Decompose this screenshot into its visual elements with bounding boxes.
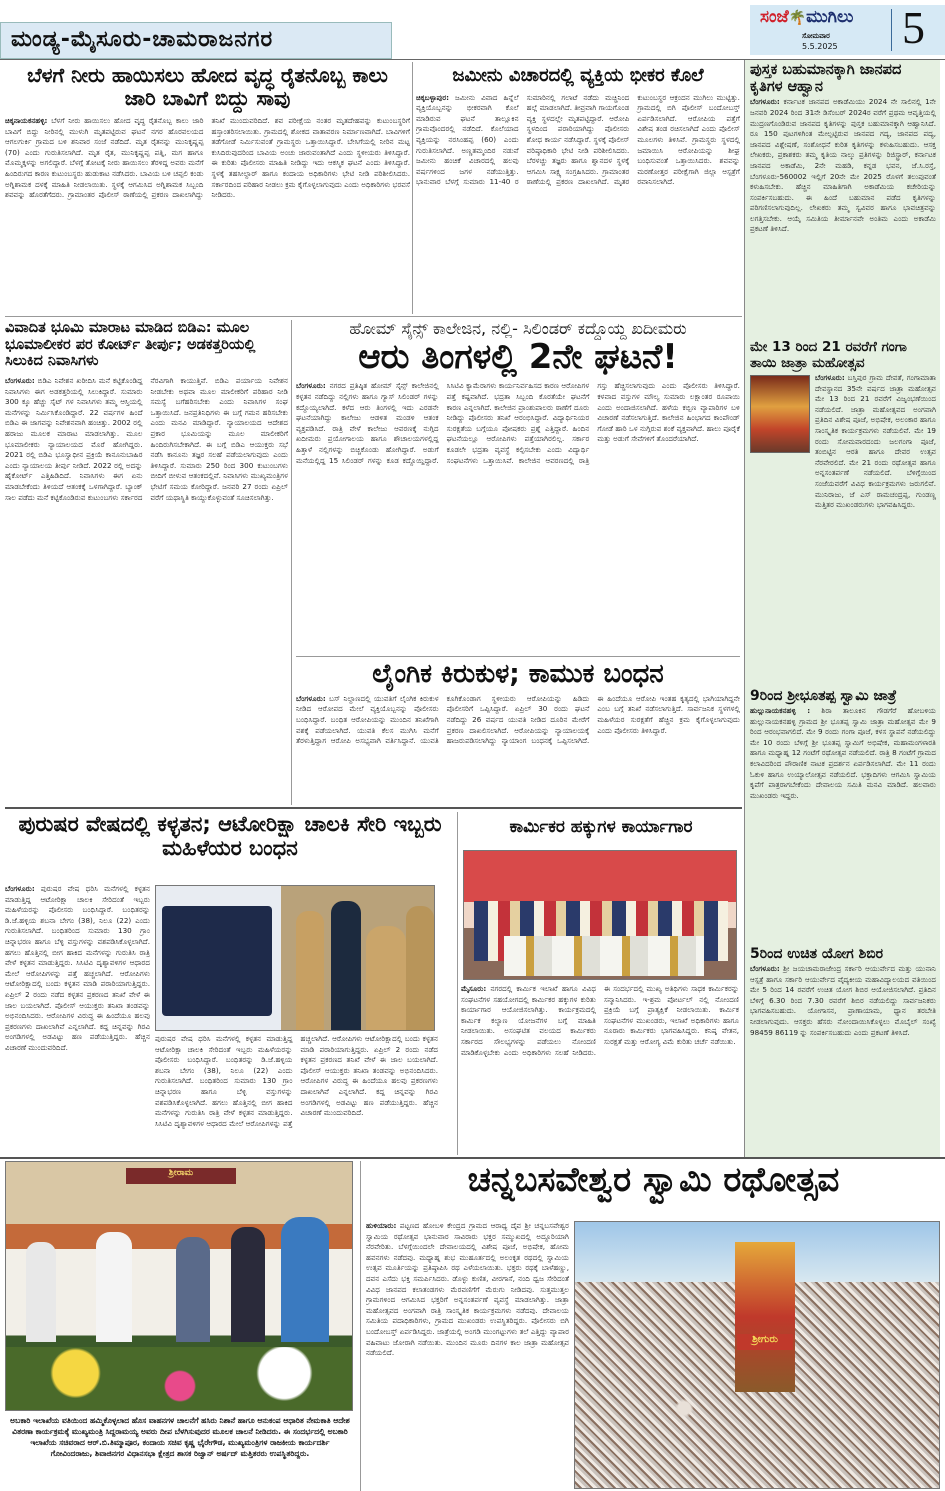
chariot-crowd-photo: [574, 1221, 940, 1489]
sidebar-story-book-award: [750, 62, 936, 332]
temple-banner-text: ಶ್ರೀರಾಮ: [126, 1168, 236, 1184]
section-banner: [0, 22, 392, 59]
headline: ವಿವಾದಿತ ಭೂಮಿ ಮಾರಾಟ ಮಾಡಿದ ಬಿಡಿಎ: ಮೂಲ ಭೂಮಾಲೀಕರ ಪರ ಕೋರ್ಟ್ ತೀರ್ಪು; ಅಡಕತ್ತರಿಯಲ್ಲಿ ಸಿಲುಕಿದ ನಿವಾಸಿಗಳು: [5, 320, 256, 370]
story-farmer-well: [5, 62, 410, 298]
story-body: ಬಸ್ತಿಪುರ ಗ್ರಾಮ ದೇವತೆ, ಗಂಗಾಮಾತಾ ದೇವಸ್ಥಾನದ 35ನೇ ವರ್ಷದ ಜಾತ್ರಾ ಮಹೋತ್ಸವ ಮೇ 13 ರಿಂದ 21 ರವರೆಗೆ ವಿಜೃಂಭಣೆಯಿಂದ ನಡೆಯಲಿದೆ. ಜಾತ್ರಾ ಮಹೋತ್ಸವದ ಅಂಗವಾಗಿ ಪ್ರತಿದಿನ ವಿಶೇಷ ಪೂಜೆ, ಅಭಿಷೇಕ, ಅಲಂಕಾರ ಹಾಗೂ ಸಾಂಸ್ಕೃತಿಕ ಕಾರ್ಯಕ್ರಮಗಳು ನಡೆಯಲಿವೆ. ಮೇ 19 ರಂದು ಸೋಮವಾರದಂದು ಜಲಗಂಗಾ ಪೂಜೆ, ತಂಬಿಟ್ಟಿನ ಆರತಿ ಹಾಗೂ ದೇವರ ಉತ್ಸವ ನೆರವೇರಲಿದೆ. ಮೇ 21 ರಂದು ರಥೋತ್ಸವ ಹಾಗೂ ಅನ್ನಸಂತರ್ಪಣೆ ನಡೆಯಲಿದೆ. ಬೆಳಿಗ್ಗೆಯಿಂದ ಸಂಜೆಯವರೆಗೆ ವಿವಿಧ ಕಾರ್ಯಕ್ರಮಗಳು ಜರುಗಲಿವೆ. ಮುನಿರಾಜು, ಜೆ ಎಸ್ ರಾಮಚಂದ್ರಪ್ಪ, ಗುಂಡಣ್ಣ ಮತ್ತಿತರ ಮುಖಂಡರುಗಳು ಭಾಗವಹಿಸಿದ್ದರು.: [815, 373, 936, 510]
sidebar-story-bhootappa-jatre: [750, 688, 936, 931]
story-home-science-theft: [296, 320, 740, 639]
chariot: [735, 1242, 795, 1392]
dateline: ಬೆಂಗಳೂರು:: [5, 376, 35, 386]
workshop-group-photo: [463, 850, 737, 980]
sidebar-story-yoga-camp: [750, 946, 936, 1154]
headline: ಪುಸ್ತಕ ಬಹುಮಾನಕ್ಕಾಗಿ ಜಾನಪದ ಕೃತಿಗಳ ಆಹ್ವಾನ: [750, 62, 902, 95]
headline: ಜಮೀನು ವಿಚಾರದಲ್ಲಿ ವ್ಯಕ್ತಿಯ ಭೀಕರ ಕೊಲೆ: [452, 65, 704, 86]
dateline: ಬೆಂಗಳೂರು:: [5, 884, 35, 893]
seized-jewellery-display: [162, 906, 272, 1016]
page-header: [0, 0, 945, 60]
masthead-name-part2: ಮುಗಿಲು: [806, 7, 854, 27]
cm-event-photo-block: [5, 1161, 355, 1491]
dateline: ಚಿಕ್ಕನಾಯಕನಹಳ್ಳಿ:: [5, 116, 48, 125]
story-body: ಶಿರಾ ತಾಲೂಕಿನ ಗೌಡಗೆರೆ ಹೋಬಳಿಯ ಹುಲ್ಲುನಾಯಕನಹಳ್ಳಿ ಗ್ರಾಮದ ಶ್ರೀ ಭೂತಪ್ಪ ಸ್ವಾಮಿ ಜಾತ್ರಾ ಮಹೋತ್ಸವ ಮೇ 9 ರಿಂದ ಆರಂಭವಾಗಲಿದೆ. ಮೇ 9 ರಂದು ಗಂಗಾ ಪೂಜೆ, ಕಳಸ ಸ್ಥಾಪನೆ ನಡೆಯಲಿದ್ದು ಮೇ 10 ರಂದು ಬೆಳಿಗ್ಗೆ ಶ್ರೀ ಭೂತಪ್ಪ ಸ್ವಾಮಿಗೆ ಅಭಿಷೇಕ, ಮಹಾಮಂಗಳಾರತಿ ಹಾಗೂ ಮಧ್ಯಾಹ್ನ 12 ಗಂಟೆಗೆ ರಥೋತ್ಸವ ನಡೆಯಲಿದೆ. ರಾತ್ರಿ 8 ಗಂಟೆಗೆ ಗ್ರಾಮದ ಕಲಾವಿದರಿಂದ ಪೌರಾಣಿಕ ನಾಟಕ ಪ್ರದರ್ಶನ ಏರ್ಪಡಿಸಲಾಗಿದೆ. ಮೇ 11 ರಂದು ಓಕುಳಿ ಹಾಗೂ ಉಯ್ಯಾಲೋತ್ಸವ ನಡೆಯಲಿದೆ. ಭಕ್ತಾದಿಗಳು ಆಗಮಿಸಿ ಸ್ವಾಮಿಯ ಕೃಪೆಗೆ ಪಾತ್ರರಾಗಬೇಕೆಂದು ದೇವಾಲಯ ಸಮಿತಿ ಮನವಿ ಮಾಡಿದೆ. ಹಲವಾರು ಮುಖಂಡರು ಇದ್ದರು.: [750, 706, 936, 800]
dateline: ಹುಲ್ಲುನಾಯಕನಹಳ್ಳಿ :: [750, 706, 811, 716]
story-bda-land: [5, 320, 288, 796]
headline: 5ರಿಂದ ಉಚಿತ ಯೋಗ ಶಿಬಿರ: [750, 946, 884, 962]
story-body: ಪಟ್ಟಣದ ಹೋಬಳಿ ಕೇಂದ್ರದ ಗ್ರಾಮದ ಆರಾಧ್ಯ ದೈವ ಶ್ರೀ ಚನ್ನಬಸವೇಶ್ವರ ಸ್ವಾಮಿಯ ರಥೋತ್ಸವ ಭಾನುವಾರ ಸಾವಿರಾರು ಭಕ್ತರ ಸಮ್ಮುಖದಲ್ಲಿ ಅದ್ದೂರಿಯಾಗಿ ನೆರವೇರಿತು. ಬೆಳಗ್ಗೆಯಿಂದಲೇ ದೇವಾಲಯದಲ್ಲಿ ವಿಶೇಷ ಪೂಜೆ, ಅಭಿಷೇಕ, ಹೋಮ ಹವನಗಳು ನಡೆದವು. ಮಧ್ಯಾಹ್ನ ಶುಭ ಮುಹೂರ್ತದಲ್ಲಿ ಅಲಂಕೃತ ರಥದಲ್ಲಿ ಸ್ವಾಮಿಯ ಉತ್ಸವ ಮೂರ್ತಿಯನ್ನು ಪ್ರತಿಷ್ಠಾಪಿಸಿ ರಥ ಎಳೆಯಲಾಯಿತು. ಭಕ್ತರು ರಥಕ್ಕೆ ಬಾಳೆಹಣ್ಣು, ದವನ ಎಸೆದು ಭಕ್ತಿ ಸಮರ್ಪಿಸಿದರು. ಡೊಳ್ಳು ಕುಣಿತ, ವೀರಗಾಸೆ, ನಂದಿ ಧ್ವಜ ಸೇರಿದಂತೆ ವಿವಿಧ ಜಾನಪದ ಕಲಾತಂಡಗಳು ಮೆರವಣಿಗೆಗೆ ಮೆರುಗು ನೀಡಿದವು. ಸುತ್ತಮುತ್ತಲ ಗ್ರಾಮಗಳಿಂದ ಆಗಮಿಸಿದ ಭಕ್ತರಿಗೆ ಅನ್ನಸಂತರ್ಪಣೆ ವ್ಯವಸ್ಥೆ ಮಾಡಲಾಗಿತ್ತು. ಜಾತ್ರಾ ಮಹೋತ್ಸವದ ಅಂಗವಾಗಿ ರಾತ್ರಿ ಸಾಂಸ್ಕೃತಿಕ ಕಾರ್ಯಕ್ರಮಗಳು ನಡೆದವು. ದೇವಾಲಯ ಸಮಿತಿಯ ಪದಾಧಿಕಾರಿಗಳು, ಗ್ರಾಮದ ಮುಖಂಡರು ಉಪಸ್ಥಿತರಿದ್ದರು. ಪೊಲೀಸರು ಬಿಗಿ ಬಂದೋಬಸ್ತ್ ಏರ್ಪಡಿಸಿದ್ದರು. ಜಾತ್ರೆಯಲ್ಲಿ ಅಂಗಡಿ ಮುಂಗಟ್ಟುಗಳು ತಲೆ ಎತ್ತಿದ್ದು ವ್ಯಾಪಾರ ವಹಿವಾಟು ಜೋರಾಗಿ ನಡೆಯಿತು. ಮುಂದಿನ ಮೂರು ದಿನಗಳ ಕಾಲ ಜಾತ್ರಾ ಮಹೋತ್ಸವ ನಡೆಯಲಿದೆ.: [366, 1221, 569, 1358]
headline: ಪುರುಷರ ವೇಷದಲ್ಲಿ ಕಳ್ಳತನ; ಆಟೋರಿಕ್ಷಾ ಚಾಲಕಿ ಸೇರಿ ಇಬ್ಬರು ಮಹಿಳೆಯರ ಬಂಧನ: [18, 812, 442, 861]
goddess-photo: [750, 375, 810, 453]
dateline: ಬೆಂಗಳೂರು:: [750, 97, 780, 107]
palm-logo-icon: 🌴: [788, 10, 807, 26]
sidebar: [744, 60, 940, 1157]
story-body: ಬಿಡಿಎ ನಿವೇಶನ ಖರೀದಿಸಿ ಮನೆ ಕಟ್ಟಿಕೊಂಡಿದ್ದ ನಿವಾಸಿಗಳು ಈಗ ಅಡಕತ್ತರಿಯಲ್ಲಿ ಸಿಲುಕಿದ್ದಾರೆ. ಸುಮಾರು 300 ಕ್ಕೂ ಹೆಚ್ಚು ಸೈಟ್ ಗಳ ನಿವಾಸಿಗಳು ತಮ್ಮ ಆಸ್ತಿಯಲ್ಲಿ ಮನೆಗಳನ್ನು ನಿರ್ಮಿಸಿಕೊಂಡಿದ್ದಾರೆ. 22 ವರ್ಷಗಳ ಹಿಂದೆ ಬಿಡಿಎ ಈ ಜಾಗವನ್ನು ನಿವೇಶನವಾಗಿ ಹಂಚಿತ್ತು. 2002 ರಲ್ಲಿ ಹರಾಜು ಮೂಲಕ ಮಾರಾಟ ಮಾಡಲಾಗಿತ್ತು. ಮೂಲ ಭೂಮಾಲೀಕರು ನ್ಯಾಯಾಲಯದ ಮೊರೆ ಹೋಗಿದ್ದರು. 2021 ರಲ್ಲಿ ಬಿಡಿಎ ಭೂಸ್ವಾಧೀನ ಪ್ರಕ್ರಿಯೆ ಕಾನೂನುಬಾಹಿರ ಎಂದು ನ್ಯಾಯಾಲಯ ತೀರ್ಪು ನೀಡಿದೆ. 2022 ರಲ್ಲಿ ಅದನ್ನು ಹೈಕೋರ್ಟ್ ಎತ್ತಿಹಿಡಿದಿದೆ. ನಿವಾಸಿಗಳು ಈಗ ಏನು ಮಾಡಬೇಕೆಂದು ತಿಳಿಯದೆ ಆತಂಕಕ್ಕೆ ಒಳಗಾಗಿದ್ದಾರೆ. ಬ್ಯಾಂಕ್ ಸಾಲ ಪಡೆದು ಮನೆ ಕಟ್ಟಿಕೊಂಡಿರುವ ಕುಟುಂಬಗಳು ಸರ್ಕಾರದ ನೆರವಿಗಾಗಿ ಕಾಯುತ್ತಿವೆ. ಬಿಡಿಎ ಪರ್ಯಾಯ ನಿವೇಶನ ನೀಡಬೇಕು ಅಥವಾ ಮೂಲ ಮಾಲೀಕರಿಗೆ ಪರಿಹಾರ ನೀಡಿ ಸಮಸ್ಯೆ ಬಗೆಹರಿಸಬೇಕು ಎಂದು ನಿವಾಸಿಗಳ ಸಂಘ ಒತ್ತಾಯಿಸಿದೆ. ಜನಪ್ರತಿನಿಧಿಗಳು ಈ ಬಗ್ಗೆ ಗಮನ ಹರಿಸಬೇಕು ಎಂದು ಮನವಿ ಮಾಡಿದ್ದಾರೆ. ನ್ಯಾಯಾಲಯದ ಆದೇಶದ ಪ್ರಕಾರ ಭೂಮಿಯನ್ನು ಮೂಲ ಮಾಲೀಕರಿಗೆ ಹಿಂದಿರುಗಿಸಬೇಕಾಗಿದೆ. ಈ ಬಗ್ಗೆ ಬಿಡಿಎ ಆಯುಕ್ತರು ಸಭೆ ನಡೆಸಿ ಕಾನೂನು ತಜ್ಞರ ಸಲಹೆ ಪಡೆಯಲಾಗುವುದು ಎಂದು ತಿಳಿಸಿದ್ದಾರೆ. ಸುಮಾರು 250 ರಿಂದ 300 ಕುಟುಂಬಗಳು ಬೀದಿಗೆ ಬೀಳುವ ಆತಂಕದಲ್ಲಿವೆ. ನಿವಾಸಿಗಳು ಮುಖ್ಯಮಂತ್ರಿಗಳ ಭೇಟಿಗೆ ಸಮಯ ಕೋರಿದ್ದಾರೆ. ಜನವರಿ 27 ರಂದು ಏಪ್ರಿಲ್ ವರೆಗೆ ಯಥಾಸ್ಥಿತಿ ಕಾಯ್ದುಕೊಳ್ಳುವಂತೆ ಸೂಚಿಸಲಾಗಿತ್ತು.: [5, 376, 288, 502]
dateline: ಬೆಂಗಳೂರು:: [296, 381, 326, 391]
headline: ಬೆಳಗೆ ನೀರು ಹಾಯಿಸಲು ಹೋದ ವೃದ್ಧ ರೈತನೊಬ್ಬ ಕಾಲು ಜಾರಿ ಬಾವಿಗೆ ಬಿದ್ದು ಸಾವು: [27, 63, 388, 110]
chariot-sign-text: ಶ್ರೀಗುರು: [737, 1334, 793, 1350]
flower-decoration: [6, 1347, 353, 1411]
story-body: ಕರ್ನಾಟಕ ಜಾನಪದ ಅಕಾಡೆಮಿಯು 2024 ನೇ ಸಾಲಿನಲ್ಲಿ 1ನೇ ಜನವರಿ 2024 ರಿಂದ 31ನೇ ಡಿಸೆಂಬರ್ 2024ರ ವರೆಗೆ ಪ್ರಥಮ ಆವೃತ್ತಿಯಲ್ಲಿ ಮುದ್ರಣಗೊಂಡಿರುವ ಜಾನಪದ ಕೃತಿಗಳನ್ನು ಪುಸ್ತಕ ಬಹುಮಾನಕ್ಕಾಗಿ ಆಹ್ವಾನಿಸಿದೆ. ರೂ 150 ಪುಟಗಳಿಗಿಂತ ಮೇಲ್ಪಟ್ಟಿರುವ ಜಾನಪದ ಗದ್ಯ, ಜಾನಪದ ಪದ್ಯ, ಜಾನಪದ ವಿಶ್ಲೇಷಣೆ, ಸಂಶೋಧನೆ ಕುರಿತ ಕೃತಿಗಳನ್ನು ಕಳುಹಿಸಬಹುದು. ಆಸಕ್ತ ಲೇಖಕರು, ಪ್ರಕಾಶಕರು ತಮ್ಮ ಕೃತಿಯ ನಾಲ್ಕು ಪ್ರತಿಗಳನ್ನು ರಿಜಿಸ್ಟ್ರಾರ್, ಕರ್ನಾಟಕ ಜಾನಪದ ಅಕಾಡೆಮಿ, 2ನೇ ಮಹಡಿ, ಕನ್ನಡ ಭವನ, ಜೆ.ಸಿ.ರಸ್ತೆ, ಬೆಂಗಳೂರು-560002 ಇಲ್ಲಿಗೆ 20ನೇ ಮೇ 2025 ರೊಳಗೆ ತಲುಪುವಂತೆ ಕಳುಹಿಸಬೇಕು. ಹೆಚ್ಚಿನ ಮಾಹಿತಿಗಾಗಿ ಅಕಾಡೆಮಿಯ ಕಚೇರಿಯನ್ನು ಸಂಪರ್ಕಿಸಬಹುದು. ಈ ಹಿಂದೆ ಬಹುಮಾನ ಪಡೆದ ಕೃತಿಗಳನ್ನು ಪರಿಗಣಿಸಲಾಗುವುದಿಲ್ಲ. ಲೇಖಕರು ತಮ್ಮ ಸ್ವವಿವರ ಹಾಗೂ ಭಾವಚಿತ್ರವನ್ನು ಲಗತ್ತಿಸಬೇಕು. ಆಯ್ಕೆ ಸಮಿತಿಯ ತೀರ್ಮಾನವೇ ಅಂತಿಮ ಎಂದು ಅಕಾಡೆಮಿ ಪ್ರಕಟಣೆ ತಿಳಿಸಿದೆ.: [750, 97, 936, 234]
story-disguised-theft: [5, 812, 455, 1155]
story-body: ನಗರದಲ್ಲಿ ಕಾರ್ಮಿಕ ಇಲಾಖೆ ಹಾಗೂ ವಿವಿಧ ಸಂಘಟನೆಗಳ ಸಹಯೋಗದಲ್ಲಿ ಕಾರ್ಮಿಕರ ಹಕ್ಕುಗಳ ಕುರಿತು ಕಾರ್ಯಾಗಾರ ಆಯೋಜಿಸಲಾಗಿತ್ತು. ಕಾರ್ಯಕ್ರಮದಲ್ಲಿ ಕಾರ್ಮಿಕ ಕಲ್ಯಾಣ ಯೋಜನೆಗಳ ಬಗ್ಗೆ ಮಾಹಿತಿ ನೀಡಲಾಯಿತು. ಅಸಂಘಟಿತ ವಲಯದ ಕಾರ್ಮಿಕರು ಸರ್ಕಾರದ ಸೌಲಭ್ಯಗಳನ್ನು ಪಡೆಯಲು ನೋಂದಣಿ ಮಾಡಿಕೊಳ್ಳಬೇಕು ಎಂದು ಅಧಿಕಾರಿಗಳು ಸಲಹೆ ನೀಡಿದರು. ಈ ಸಂದರ್ಭದಲ್ಲಿ ಮುಖ್ಯ ಅತಿಥಿಗಳು ಸಾಧಕ ಕಾರ್ಮಿಕರನ್ನು ಸನ್ಮಾನಿಸಿದರು. ಇ-ಶ್ರಮ ಪೋರ್ಟಲ್ ನಲ್ಲಿ ನೋಂದಣಿ ಪ್ರಕ್ರಿಯೆ ಬಗ್ಗೆ ಪ್ರಾತ್ಯಕ್ಷಿಕೆ ನೀಡಲಾಯಿತು. ಕಾರ್ಮಿಕ ಸಂಘಟನೆಗಳ ಮುಖಂಡರು, ಇಲಾಖೆ ಅಧಿಕಾರಿಗಳು ಹಾಗೂ ನೂರಾರು ಕಾರ್ಮಿಕರು ಭಾಗವಹಿಸಿದ್ದರು. ಕನಿಷ್ಠ ವೇತನ, ಸುರಕ್ಷತೆ ಮತ್ತು ಆರೋಗ್ಯ ವಿಮೆ ಕುರಿತು ಚರ್ಚೆ ನಡೆಯಿತು.: [461, 984, 739, 1057]
dateline: ಹುಳಿಯಾರು:: [366, 1221, 397, 1230]
masthead-day: ಸೋಮವಾರ: [802, 32, 830, 40]
cm-lamp-lighting-photo: [5, 1161, 353, 1411]
story-harassment-arrest: [296, 660, 740, 799]
page-number: 5: [902, 2, 925, 53]
headline: ಮೇ 13 ರಿಂದ 21 ರವರೆಗೆ ಗಂಗಾ ತಾಯಿ ಜಾತ್ರಾ ಮಹೋತ್ಸವ: [750, 339, 907, 371]
police-press-photo: [155, 885, 435, 1031]
headline: ಕಾರ್ಮಿಕರ ಹಕ್ಕುಗಳ ಕಾರ್ಯಾಗಾರ: [509, 817, 693, 837]
section-title: ಮಂಡ್ಯ-ಮೈಸೂರು-ಚಾಮರಾಜನಗರ: [11, 27, 274, 52]
story-labour-workshop: [461, 812, 741, 1155]
story-body: ಶ್ರೀ ಜಯಚಾಮರಾಜೇಂದ್ರ ಸರ್ಕಾರಿ ಆಯುರ್ವೇದ ಮತ್ತು ಯುನಾನಿ ಆಸ್ಪತ್ರೆ ಹಾಗೂ ಸರ್ಕಾರಿ ಆಯುರ್ವೇದ ವೈದ್ಯಕೀಯ ಮಹಾವಿದ್ಯಾಲಯದ ವತಿಯಿಂದ ಮೇ 5 ರಿಂದ 14 ರವರೆಗೆ ಉಚಿತ ಯೋಗ ಶಿಬಿರ ಆಯೋಜಿಸಲಾಗಿದೆ. ಪ್ರತಿದಿನ ಬೆಳಿಗ್ಗೆ 6.30 ರಿಂದ 7.30 ರವರೆಗೆ ಶಿಬಿರ ನಡೆಯಲಿದ್ದು ಸಾರ್ವಜನಿಕರು ಭಾಗವಹಿಸಬಹುದು. ಯೋಗಾಸನ, ಪ್ರಾಣಾಯಾಮ, ಧ್ಯಾನ ತರಬೇತಿ ನೀಡಲಾಗುವುದು. ಆಸಕ್ತರು ಹೆಸರು ನೋಂದಾಯಿಸಿಕೊಳ್ಳಲು ಮೊಬೈಲ್ ಸಂಖ್ಯೆ 98459 86119 ನ್ನು ಸಂಪರ್ಕಿಸಬಹುದು ಎಂದು ಪ್ರಕಟಣೆ ತಿಳಿಸಿದೆ.: [750, 964, 936, 1037]
sidebar-story-ganga-jatre: [750, 340, 936, 663]
story-body: ಬೆಳಗೆ ನೀರು ಹಾಯಿಸಲು ಹೋದ ವೃದ್ಧ ರೈತನೊಬ್ಬ ಕಾಲು ಜಾರಿ ಬಾವಿಗೆ ಬಿದ್ದು ನೀರಿನಲ್ಲಿ ಮುಳುಗಿ ಮೃತಪಟ್ಟಿರುವ ಘಟನೆ ನಗರ ಹೊರವಲಯದ ಆಗಲಗುರ್ಕಿ ಗ್ರಾಮದ ಬಳಿ ಶನಿವಾರ ಸಂಜೆ ನಡೆದಿದೆ. ಮೃತ ರೈತನನ್ನು ಮುನಿಕೃಷ್ಣಪ್ಪ (70) ಎಂದು ಗುರುತಿಸಲಾಗಿದೆ. ಮೃತ ರೈತ, ಮುನಿಕೃಷ್ಣಪ್ಪ ಪತ್ನಿ, ಮಗ ಹಾಗೂ ಮೊಮ್ಮಕ್ಕಳನ್ನು ಅಗಲಿದ್ದಾರೆ. ಬೆಳಗ್ಗೆ ತೋಟಕ್ಕೆ ನೀರು ಹಾಯಿಸಲು ತೆರಳಿದ್ದ ಅವರು ಮನೆಗೆ ಹಿಂದಿರುಗದ ಕಾರಣ ಕುಟುಂಬಸ್ಥರು ಹುಡುಕಾಟ ನಡೆಸಿದರು. ಬಾವಿಯ ಬಳಿ ಚಪ್ಪಲಿ ಕಂಡು ಅಗ್ನಿಶಾಮಕ ದಳಕ್ಕೆ ಮಾಹಿತಿ ನೀಡಲಾಯಿತು. ಸ್ಥಳಕ್ಕೆ ಆಗಮಿಸಿದ ಅಗ್ನಿಶಾಮಕ ಸಿಬ್ಬಂದಿ ಶವವನ್ನು ಹೊರತೆಗೆದರು. ಗ್ರಾಮಾಂತರ ಪೊಲೀಸ್ ಠಾಣೆಯಲ್ಲಿ ಪ್ರಕರಣ ದಾಖಲಾಗಿದ್ದು ತನಿಖೆ ಮುಂದುವರಿದಿದೆ. ಶವ ಪರೀಕ್ಷೆಯ ನಂತರ ಮೃತದೇಹವನ್ನು ಕುಟುಂಬಸ್ಥರಿಗೆ ಹಸ್ತಾಂತರಿಸಲಾಯಿತು. ಗ್ರಾಮದಲ್ಲಿ ಶೋಕದ ವಾತಾವರಣ ನಿರ್ಮಾಣವಾಗಿದೆ. ಬಾವಿಗಳಿಗೆ ತಡೆಗೋಡೆ ನಿರ್ಮಿಸುವಂತೆ ಗ್ರಾಮಸ್ಥರು ಒತ್ತಾಯಿಸಿದ್ದಾರೆ. ಬೇಸಿಗೆಯಲ್ಲಿ ನೀರಿನ ಮಟ್ಟ ಕುಸಿದಿರುವುದರಿಂದ ಬಾವಿಯ ಅಂಚು ಜಾರುವಂತಾಗಿದೆ ಎಂದು ಸ್ಥಳೀಯರು ತಿಳಿಸಿದ್ದಾರೆ. ಈ ಕುರಿತು ಪೊಲೀಸರು ಮಾಹಿತಿ ನೀಡಿದ್ದು ಇದು ಆಕಸ್ಮಿಕ ಘಟನೆ ಎಂದು ತಿಳಿಸಿದ್ದಾರೆ. ಸ್ಥಳಕ್ಕೆ ತಹಸೀಲ್ದಾರ್ ಹಾಗೂ ಕಂದಾಯ ಅಧಿಕಾರಿಗಳು ಭೇಟಿ ನೀಡಿ ಪರಿಶೀಲಿಸಿದರು. ಸರ್ಕಾರದಿಂದ ಪರಿಹಾರ ನೀಡಲು ಕ್ರಮ ಕೈಗೊಳ್ಳಲಾಗುವುದು ಎಂದು ಅಧಿಕಾರಿಗಳು ಭರವಸೆ ನೀಡಿದರು.: [5, 116, 410, 200]
kicker: ಹೋಮ್ ಸೈನ್ಸ್ ಕಾಲೇಜಿನ, ನಲ್ಲಿ- ಸಿಲಿಂಡರ್ ಕದ್ದೊಯ್ದ ಖದೀಮರು: [349, 319, 687, 338]
headline: ಲೈಂಗಿಕ ಕಿರುಕುಳ; ಕಾಮುಕ ಬಂಧನ: [372, 659, 664, 689]
story-body: ನಗರದ ಪ್ರತಿಷ್ಠಿತ ಹೋಮ್ ಸೈನ್ಸ್ ಕಾಲೇಜಿನಲ್ಲಿ ಕಳ್ಳತನ ನಡೆದಿದ್ದು ನಲ್ಲಿಗಳು ಹಾಗೂ ಗ್ಯಾಸ್ ಸಿಲಿಂಡರ್ ಗಳನ್ನು ಕದ್ದೊಯ್ಯಲಾಗಿದೆ. ಕಳೆದ ಆರು ತಿಂಗಳಲ್ಲಿ ಇದು ಎರಡನೇ ಘಟನೆಯಾಗಿದ್ದು ಕಾಲೇಜು ಆಡಳಿತ ಮಂಡಳಿ ಆತಂಕ ವ್ಯಕ್ತಪಡಿಸಿದೆ. ರಾತ್ರಿ ವೇಳೆ ಕಾಲೇಜು ಆವರಣಕ್ಕೆ ನುಗ್ಗಿದ ಖದೀಮರು ಪ್ರಯೋಗಾಲಯ ಹಾಗೂ ಶೌಚಾಲಯಗಳಲ್ಲಿದ್ದ ಹಿತ್ತಾಳೆ ನಲ್ಲಿಗಳನ್ನು ಬಿಚ್ಚಿಕೊಂಡು ಹೋಗಿದ್ದಾರೆ. ಅಡುಗೆ ಮನೆಯಲ್ಲಿದ್ದ 15 ಸಿಲಿಂಡರ್ ಗಳನ್ನು ಕೂಡ ಕದ್ದೊಯ್ದಿದ್ದಾರೆ. ಸಿಸಿಟಿವಿ ಕ್ಯಾಮೆರಾಗಳು ಕಾರ್ಯನಿರ್ವಹಿಸದ ಕಾರಣ ಆರೋಪಿಗಳ ಪತ್ತೆ ಕಷ್ಟವಾಗಿದೆ. ಭದ್ರತಾ ಸಿಬ್ಬಂದಿ ಕೊರತೆಯೇ ಘಟನೆಗೆ ಕಾರಣ ಎನ್ನಲಾಗಿದೆ. ಕಾಲೇಜಿನ ಪ್ರಾಂಶುಪಾಲರು ಠಾಣೆಗೆ ದೂರು ನೀಡಿದ್ದು ಪೊಲೀಸರು ತನಿಖೆ ಆರಂಭಿಸಿದ್ದಾರೆ. ವಿದ್ಯಾರ್ಥಿನಿಯರ ಸುರಕ್ಷತೆಯ ಬಗ್ಗೆಯೂ ಪೋಷಕರು ಪ್ರಶ್ನೆ ಎತ್ತಿದ್ದಾರೆ. ಹಿಂದಿನ ಘಟನೆಯಲ್ಲೂ ಆರೋಪಿಗಳು ಪತ್ತೆಯಾಗಿರಲಿಲ್ಲ. ಸರ್ಕಾರ ಕೂಡಲೇ ಭದ್ರತಾ ವ್ಯವಸ್ಥೆ ಕಲ್ಪಿಸಬೇಕು ಎಂದು ವಿದ್ಯಾರ್ಥಿ ಸಂಘಟನೆಗಳು ಒತ್ತಾಯಿಸಿವೆ. ಕಾಲೇಜಿನ ಆವರಣದಲ್ಲಿ ರಾತ್ರಿ ಗಸ್ತು ಹೆಚ್ಚಿಸಲಾಗುವುದು ಎಂದು ಪೊಲೀಸರು ತಿಳಿಸಿದ್ದಾರೆ. ಕಳವಾದ ವಸ್ತುಗಳ ಮೌಲ್ಯ ಸುಮಾರು ಲಕ್ಷಾಂತರ ರೂಪಾಯಿ ಎಂದು ಅಂದಾಜಿಸಲಾಗಿದೆ. ಹಳೆಯ ಕಬ್ಬಿಣ ವ್ಯಾಪಾರಿಗಳ ಬಳಿ ವಿಚಾರಣೆ ನಡೆಸಲಾಗುತ್ತಿದೆ. ಕಾಲೇಜಿನ ಹಿಂಭಾಗದ ಕಾಂಪೌಂಡ್ ಗೋಡೆ ಹಾರಿ ಒಳ ನುಗ್ಗಿರುವ ಶಂಕೆ ವ್ಯಕ್ತವಾಗಿದೆ. ಹಾಲು ಪೂರೈಕೆ ಮತ್ತು ಅಡುಗೆ ಸೇವೆಗಳಿಗೆ ತೊಂದರೆಯಾಗಿದೆ.: [296, 381, 740, 465]
headline: ಚನ್ನಬಸವೇಶ್ವರ ಸ್ವಾಮಿ ರಥೋತ್ಸವ: [467, 1160, 840, 1200]
photo-caption: ಅಬಕಾರಿ ಇಲಾಖೆಯ ವತಿಯಿಂದ ಹಮ್ಮಿಕೊಳ್ಳಲಾದ ಹೊಸ ವಾಹನಗಳ ಚಾಲನೆಗೆ ಹಸಿರು ನಿಶಾನೆ ಹಾಗೂ ಆನುಕಂಪ ಆಧಾರಿತ ನೇಮಕಾತಿ ಆದೇಶ ವಿತರಣಾ ಕಾರ್ಯಕ್ರಮಕ್ಕೆ ಮುಖ್ಯಮಂತ್ರಿ ಸಿದ್ದರಾಮಯ್ಯ ಅವರು ದೀಪ ಬೆಳಗಿಸುವುದರ ಮೂಲಕ ಚಾಲನೆ ನೀಡಿದರು. ಈ ಸಂದರ್ಭದಲ್ಲಿ ಅಬಕಾರಿ ಇಲಾಖೆಯ ಸಚಿವರಾದ ಆರ್.ಬಿ.ತಿಮ್ಮಾಪೂರ, ಕಂದಾಯ ಸಚಿವ ಕೃಷ್ಣ ಭೈರೇಗೌಡ, ಮುಖ್ಯಮಂತ್ರಿಗಳ ರಾಜಕೀಯ ಕಾರ್ಯದರ್ಶಿ ಗೋವಿಂದರಾಜು, ಶಿವಾಜಿನಗರ ವಿಧಾನಸಭಾ ಕ್ಷೇತ್ರದ ಶಾಸಕ ರಿಜ್ವಾನ್ ಅರ್ಷದ್ ಮತ್ತಿತರರು ಉಪಸ್ಥಿತರಿದ್ದರು.: [10, 1416, 350, 1458]
story-land-murder: [416, 62, 740, 308]
headline: 9ರಿಂದ ಶ್ರೀಭೂತಪ್ಪ ಸ್ವಾಮಿ ಜಾತ್ರೆ: [750, 688, 897, 704]
masthead-date: 5.5.2025: [802, 42, 838, 51]
dateline: ಚಿಕ್ಕಬಳ್ಳಾಪುರ:: [416, 92, 450, 102]
story-chariot-festival: [366, 1161, 941, 1491]
headline: ಆರು ತಿಂಗಳಲ್ಲಿ 2ನೇ ಘಟನೆ!: [358, 337, 678, 378]
masthead-name-part1: ಸಂಜೆ: [760, 7, 789, 27]
story-body: ಬಸ್ ನಿಲ್ದಾಣದಲ್ಲಿ ಯುವತಿಗೆ ಲೈಂಗಿಕ ಕಿರುಕುಳ ನೀಡಿದ ಆರೋಪದ ಮೇಲೆ ವ್ಯಕ್ತಿಯೊಬ್ಬನನ್ನು ಪೊಲೀಸರು ಬಂಧಿಸಿದ್ದಾರೆ. ಬಂಧಿತ ಆರೋಪಿಯನ್ನು ಮುಂದಿನ ತನಿಖೆಗಾಗಿ ವಶಕ್ಕೆ ಪಡೆಯಲಾಗಿದೆ. ಯುವತಿ ಕೆಲಸ ಮುಗಿಸಿ ಮನೆಗೆ ತೆರಳುತ್ತಿದ್ದಾಗ ಆರೋಪಿ ಅಸಭ್ಯವಾಗಿ ವರ್ತಿಸಿದ್ದಾನೆ. ಯುವತಿ ಕೂಗಿಕೊಂಡಾಗ ಸ್ಥಳೀಯರು ಆರೋಪಿಯನ್ನು ಹಿಡಿದು ಪೊಲೀಸರಿಗೆ ಒಪ್ಪಿಸಿದ್ದಾರೆ. ಏಪ್ರಿಲ್ 30 ರಂದು ಘಟನೆ ನಡೆದಿದ್ದು 26 ವರ್ಷದ ಯುವತಿ ನೀಡಿದ ದೂರಿನ ಮೇರೆಗೆ ಪ್ರಕರಣ ದಾಖಲಿಸಲಾಗಿದೆ. ಆರೋಪಿಯನ್ನು ನ್ಯಾಯಾಲಯಕ್ಕೆ ಹಾಜರುಪಡಿಸಲಾಗಿದ್ದು ನ್ಯಾಯಾಂಗ ಬಂಧನಕ್ಕೆ ಒಪ್ಪಿಸಲಾಗಿದೆ. ಈ ಹಿಂದೆಯೂ ಆರೋಪಿ ಇಂತಹ ಕೃತ್ಯದಲ್ಲಿ ಭಾಗಿಯಾಗಿದ್ದನೇ ಎಂಬ ಬಗ್ಗೆ ತನಿಖೆ ನಡೆಸಲಾಗುತ್ತಿದೆ. ಸಾರ್ವಜನಿಕ ಸ್ಥಳಗಳಲ್ಲಿ ಮಹಿಳೆಯರ ಸುರಕ್ಷತೆಗೆ ಹೆಚ್ಚಿನ ಕ್ರಮ ಕೈಗೊಳ್ಳಲಾಗುವುದು ಎಂದು ಪೊಲೀಸರು ತಿಳಿಸಿದ್ದಾರೆ.: [296, 693, 740, 746]
dateline: ಬೆಂಗಳೂರು:: [815, 373, 845, 383]
dateline: ಬೆಂಗಳೂರು:: [750, 964, 780, 974]
masthead: [750, 2, 945, 55]
story-body: ಜಮೀನು ವಿವಾದ ಹಿನ್ನೆಲೆ ವ್ಯಕ್ತಿಯೊಬ್ಬನನ್ನು ಭೀಕರವಾಗಿ ಕೊಲೆ ಮಾಡಿರುವ ಘಟನೆ ತಾಲ್ಲೂಕಿನ ಗ್ರಾಮವೊಂದರಲ್ಲಿ ನಡೆದಿದೆ. ಕೊಲೆಯಾದ ವ್ಯಕ್ತಿಯನ್ನು ನರಸಿಂಹಪ್ಪ (60) ಎಂದು ಗುರುತಿಸಲಾಗಿದೆ. ಅಣ್ಣತಮ್ಮಂದಿರ ನಡುವೆ ಜಮೀನು ಹಂಚಿಕೆ ವಿಚಾರದಲ್ಲಿ ಹಲವು ವರ್ಷಗಳಿಂದ ಜಗಳ ನಡೆಯುತ್ತಿತ್ತು. ಭಾನುವಾರ ಬೆಳಗ್ಗೆ ಸುಮಾರು 11-40 ರ ಸುಮಾರಿನಲ್ಲಿ ಗಲಾಟೆ ನಡೆದು ಮಚ್ಚಿನಿಂದ ಹಲ್ಲೆ ಮಾಡಲಾಗಿದೆ. ತೀವ್ರವಾಗಿ ಗಾಯಗೊಂಡ ವ್ಯಕ್ತಿ ಸ್ಥಳದಲ್ಲೇ ಮೃತಪಟ್ಟಿದ್ದಾರೆ. ಆರೋಪಿ ಸ್ಥಳದಿಂದ ಪರಾರಿಯಾಗಿದ್ದು ಪೊಲೀಸರು ಶೋಧ ಕಾರ್ಯ ನಡೆಸಿದ್ದಾರೆ. ಸ್ಥಳಕ್ಕೆ ಪೊಲೀಸ್ ವರಿಷ್ಠಾಧಿಕಾರಿ ಭೇಟಿ ನೀಡಿ ಪರಿಶೀಲಿಸಿದರು. ಬೆರಳಚ್ಚು ತಜ್ಞರು ಹಾಗೂ ಶ್ವಾನದಳ ಸ್ಥಳಕ್ಕೆ ಆಗಮಿಸಿ ಸಾಕ್ಷ್ಯ ಸಂಗ್ರಹಿಸಿದರು. ಗ್ರಾಮಾಂತರ ಠಾಣೆಯಲ್ಲಿ ಪ್ರಕರಣ ದಾಖಲಾಗಿದೆ. ಮೃತರ ಕುಟುಂಬಸ್ಥರ ಆಕ್ರಂದನ ಮುಗಿಲು ಮುಟ್ಟಿತ್ತು. ಗ್ರಾಮದಲ್ಲಿ ಬಿಗಿ ಪೊಲೀಸ್ ಬಂದೋಬಸ್ತ್ ಏರ್ಪಡಿಸಲಾಗಿದೆ. ಆರೋಪಿಯ ಪತ್ತೆಗೆ ವಿಶೇಷ ತಂಡ ರಚಿಸಲಾಗಿದೆ ಎಂದು ಪೊಲೀಸ್ ಮೂಲಗಳು ತಿಳಿಸಿವೆ. ಗ್ರಾಮಸ್ಥರು ಸ್ಥಳದಲ್ಲಿ ಜಮಾಯಿಸಿ ಆರೋಪಿಯನ್ನು ಶೀಘ್ರ ಬಂಧಿಸುವಂತೆ ಒತ್ತಾಯಿಸಿದರು. ಶವವನ್ನು ಮರಣೋತ್ತರ ಪರೀಕ್ಷೆಗಾಗಿ ಜಿಲ್ಲಾ ಆಸ್ಪತ್ರೆಗೆ ರವಾನಿಸಲಾಗಿದೆ.: [416, 92, 740, 187]
story-body: ಪುರುಷರ ವೇಷ ಧರಿಸಿ ಮನೆಗಳಲ್ಲಿ ಕಳ್ಳತನ ಮಾಡುತ್ತಿದ್ದ ಆಟೋರಿಕ್ಷಾ ಚಾಲಕಿ ಸೇರಿದಂತೆ ಇಬ್ಬರು ಮಹಿಳೆಯರನ್ನು ಪೊಲೀಸರು ಬಂಧಿಸಿದ್ದಾರೆ. ಬಂಧಿತರನ್ನು ಡಿ.ಜೆ.ಹಳ್ಳಿಯ ಶಬನಾ ಬೇಗಂ (38), ನಿಲೂ (22) ಎಂದು ಗುರುತಿಸಲಾಗಿದೆ. ಬಂಧಿತರಿಂದ ಸುಮಾರು 130 ಗ್ರಾಂ ಚಿನ್ನಾಭರಣ ಹಾಗೂ ಬೆಳ್ಳಿ ವಸ್ತುಗಳನ್ನು ವಶಪಡಿಸಿಕೊಳ್ಳಲಾಗಿದೆ. ಹಗಲು ಹೊತ್ತಿನಲ್ಲಿ ಬೀಗ ಹಾಕಿದ ಮನೆಗಳನ್ನು ಗುರುತಿಸಿ ರಾತ್ರಿ ವೇಳೆ ಕಳ್ಳತನ ಮಾಡುತ್ತಿದ್ದರು. ಸಿಸಿಟಿವಿ ದೃಶ್ಯಾವಳಿಗಳ ಆಧಾರದ ಮೇಲೆ ಆರೋಪಿಗಳನ್ನು ಪತ್ತೆ ಹಚ್ಚಲಾಗಿದೆ. ಆರೋಪಿಗಳು ಆಟೋರಿಕ್ಷಾದಲ್ಲಿ ಬಂದು ಕಳ್ಳತನ ಮಾಡಿ ಪರಾರಿಯಾಗುತ್ತಿದ್ದರು. ಏಪ್ರಿಲ್ 2 ರಂದು ನಡೆದ ಕಳ್ಳತನ ಪ್ರಕರಣದ ತನಿಖೆ ವೇಳೆ ಈ ಜಾಲ ಬಯಲಾಗಿದೆ. ಪೊಲೀಸ್ ಆಯುಕ್ತರು ತನಿಖಾ ತಂಡವನ್ನು ಅಭಿನಂದಿಸಿದರು. ಆರೋಪಿಗಳ ವಿರುದ್ಧ ಈ ಹಿಂದೆಯೂ ಹಲವು ಪ್ರಕರಣಗಳು ದಾಖಲಾಗಿವೆ ಎನ್ನಲಾಗಿದೆ. ಕದ್ದ ಚಿನ್ನವನ್ನು ಗಿರವಿ ಅಂಗಡಿಗಳಲ್ಲಿ ಅಡವಿಟ್ಟು ಹಣ ಪಡೆಯುತ್ತಿದ್ದರು. ಹೆಚ್ಚಿನ ವಿಚಾರಣೆ ಮುಂದುವರಿದಿದೆ.: [5, 884, 150, 1052]
dateline: ಮೈಸೂರು:: [461, 984, 487, 993]
dateline: ಬೆಂಗಳೂರು:: [296, 693, 326, 703]
story-body-continued: ಪುರುಷರ ವೇಷ ಧರಿಸಿ ಮನೆಗಳಲ್ಲಿ ಕಳ್ಳತನ ಮಾಡುತ್ತಿದ್ದ ಆಟೋರಿಕ್ಷಾ ಚಾಲಕಿ ಸೇರಿದಂತೆ ಇಬ್ಬರು ಮಹಿಳೆಯರನ್ನು ಪೊಲೀಸರು ಬಂಧಿಸಿದ್ದಾರೆ. ಬಂಧಿತರನ್ನು ಡಿ.ಜೆ.ಹಳ್ಳಿಯ ಶಬನಾ ಬೇಗಂ (38), ನಿಲೂ (22) ಎಂದು ಗುರುತಿಸಲಾಗಿದೆ. ಬಂಧಿತರಿಂದ ಸುಮಾರು 130 ಗ್ರಾಂ ಚಿನ್ನಾಭರಣ ಹಾಗೂ ಬೆಳ್ಳಿ ವಸ್ತುಗಳನ್ನು ವಶಪಡಿಸಿಕೊಳ್ಳಲಾಗಿದೆ. ಹಗಲು ಹೊತ್ತಿನಲ್ಲಿ ಬೀಗ ಹಾಕಿದ ಮನೆಗಳನ್ನು ಗುರುತಿಸಿ ರಾತ್ರಿ ವೇಳೆ ಕಳ್ಳತನ ಮಾಡುತ್ತಿದ್ದರು. ಸಿಸಿಟಿವಿ ದೃಶ್ಯಾವಳಿಗಳ ಆಧಾರದ ಮೇಲೆ ಆರೋಪಿಗಳನ್ನು ಪತ್ತೆ ಹಚ್ಚಲಾಗಿದೆ. ಆರೋಪಿಗಳು ಆಟೋರಿಕ್ಷಾದಲ್ಲಿ ಬಂದು ಕಳ್ಳತನ ಮಾಡಿ ಪರಾರಿಯಾಗುತ್ತಿದ್ದರು. ಏಪ್ರಿಲ್ 2 ರಂದು ನಡೆದ ಕಳ್ಳತನ ಪ್ರಕರಣದ ತನಿಖೆ ವೇಳೆ ಈ ಜಾಲ ಬಯಲಾಗಿದೆ. ಪೊಲೀಸ್ ಆಯುಕ್ತರು ತನಿಖಾ ತಂಡವನ್ನು ಅಭಿನಂದಿಸಿದರು. ಆರೋಪಿಗಳ ವಿರುದ್ಧ ಈ ಹಿಂದೆಯೂ ಹಲವು ಪ್ರಕರಣಗಳು ದಾಖಲಾಗಿವೆ ಎನ್ನಲಾಗಿದೆ. ಕದ್ದ ಚಿನ್ನವನ್ನು ಗಿರವಿ ಅಂಗಡಿಗಳಲ್ಲಿ ಅಡವಿಟ್ಟು ಹಣ ಪಡೆಯುತ್ತಿದ್ದರು. ಹೆಚ್ಚಿನ ವಿಚಾರಣೆ ಮುಂದುವರಿದಿದೆ.: [155, 1034, 438, 1128]
